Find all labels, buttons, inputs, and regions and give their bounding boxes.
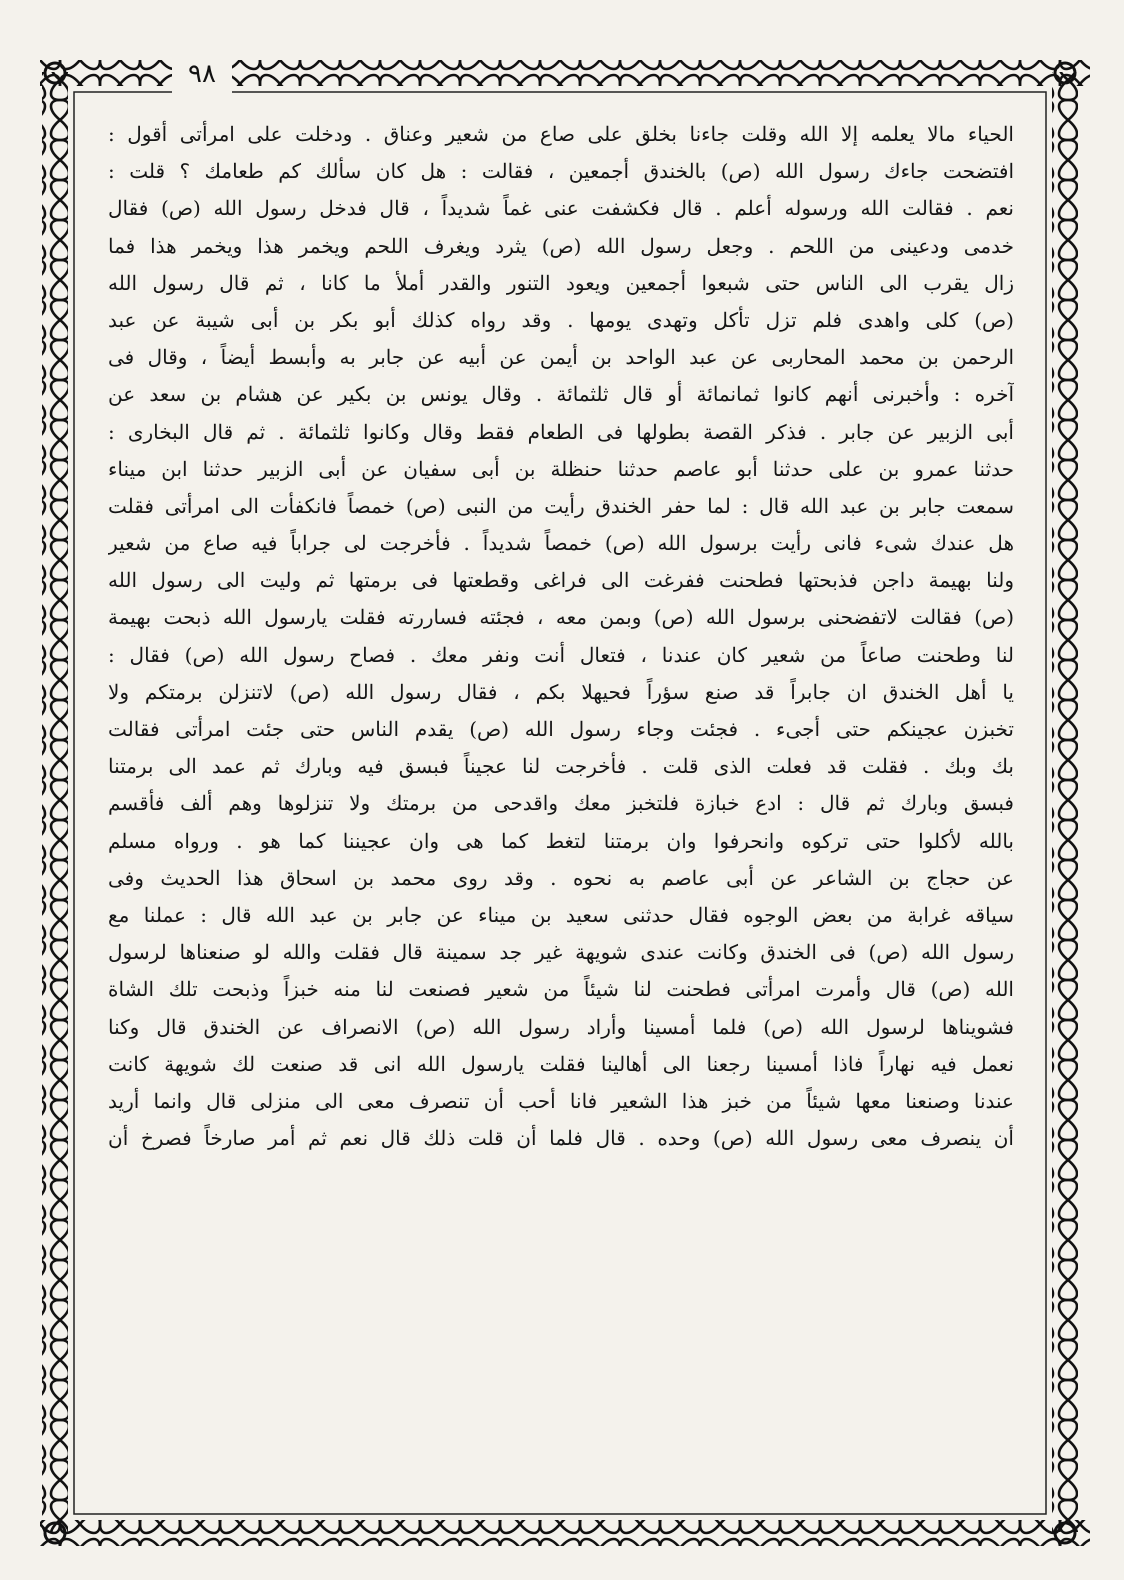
text-line: تخبزن عجينكم حتى أجىء . فجئت وجاء رسول الله (ص) يقدم الناس حتى جئت امرأتى فقالت [108, 717, 1014, 741]
text-line: (ص) كلى واهدى فلم تزل تأكل وتهدى يومها . وقد رواه كذلك أبو بكر بن أبى شيبة عن عبد [108, 307, 1014, 332]
text-line: سياقه غرابة من بعض الوجوه فقال حدثنى سعيد بن ميناء عن جابر بن عبد الله قال : عملنا مع [108, 902, 1014, 927]
text-line: هل عندك شىء فانى رأيت برسول الله (ص) خمصاً شديداً . فأخرجت لى جراباً فيه صاع من شعير [108, 531, 1014, 556]
text-line: رسول الله (ص) فى الخندق وكانت عندى شويهة غير جد سمينة قال فقلت والله لو صنعناها لرسول [108, 940, 1014, 965]
text-line: افتضحت جاءك رسول الله (ص) بالخندق أجمعين ، فقالت : هل كان سألك كم طعامك ؟ قلت : [108, 159, 1014, 184]
text-line: فشويناها لرسول الله (ص) فلما أمسينا وأراد رسول الله (ص) الانصراف عن الخندق قال وكنا [108, 1014, 1014, 1039]
text-line: أن ينصرف معى رسول الله (ص) وحده . قال فلما أن قلت ذلك قال نعم ثم أمر صارخاً فصرخ أن [108, 1126, 1014, 1151]
page-number: ٩٨ [172, 54, 232, 94]
text-line: حدثنا عمرو بن على حدثنا أبو عاصم حدثنا حنظلة بن أبى سفيان عن أبى الزبير حدثنا ابن ميناء [108, 456, 1014, 481]
text-line: بالله لأكلوا حتى تركوه وانحرفوا وان برمتنا لتغط كما هى وان عجيننا كما هو . ورواه مسلم [108, 828, 1014, 853]
text-line: فبسق وبارك ثم قال : ادع خبازة فلتخبز معك واقدحى من برمتك ولا تنزلوها وهم ألف فأقسم [108, 791, 1014, 816]
text-line: الحياء مالا يعلمه إلا الله وقلت جاءنا بخلق على صاع من شعير وعناق . ودخلت على امرأتى أقول : [108, 122, 1014, 146]
text-line: أبى الزبير عن جابر . فذكر القصة بطولها فى الطعام فقط وقال وكانوا ثلثمائة . ثم قال البخارى : [108, 419, 1014, 444]
text-line: الرحمن بن محمد المحاربى عن عبد الواحد بن أيمن عن أبيه عن جابر به وأبسط أيضاً ، وقال فى [108, 345, 1014, 370]
body-text [108, 116, 1014, 1511]
text-line: (ص) فقالت لاتفضحنى برسول الله (ص) وبمن معه ، فجئته فساررته فقلت يارسول الله ذبحت بهيمة [108, 605, 1014, 630]
text-line: آخره : وأخبرنى أنهم كانوا ثمانمائة أو قال ثلثمائة . وقال يونس بن بكير عن هشام بن سعد عن [108, 382, 1014, 407]
text-line: نعمل فيه نهاراً فاذا أمسينا رجعنا الى أهالينا فقلت يارسول الله انى قد صنعت لك شويهة كانت [108, 1051, 1014, 1076]
text-line: عن حجاج بن الشاعر عن أبى عاصم به نحوه . وقد روى محمد بن اسحاق هذا الحديث وفى [108, 865, 1014, 890]
text-line: الله (ص) قال وأمرت امرأتى فطحنت لنا شيئاً من شعير فصنعت لنا منه خبزاً وذبحت تلك الشاة [108, 977, 1014, 1002]
text-line: زال يقرب الى الناس حتى شبعوا أجمعين ويعود التنور والقدر أملأ ما كانا ، ثم قال رسول الله [108, 270, 1014, 295]
text-line: لنا وطحنت صاعاً من شعير كان عندنا ، فتعال أنت ونفر معك . فصاح رسول الله (ص) فقال : [108, 642, 1014, 667]
text-line: خدمى ودعينى من اللحم . وجعل رسول الله (ص) يثرد ويغرف اللحم ويخمر هذا ويخمر هذا فما [108, 233, 1014, 258]
text-line: عندنا وصنعنا معها شيئاً من خبز هذا الشعير فانا أحب أن تنصرف معى الى منزلى قال وانما أريد [108, 1088, 1014, 1113]
text-line: يا أهل الخندق ان جابراً قد صنع سؤراً فحيهلا بكم ، فقال رسول الله (ص) لاتنزلن برمتكم ولا [108, 679, 1014, 704]
text-line: ولنا بهيمة داجن فذبحتها فطحنت ففرغت الى فراغى وقطعتها فى برمتها ثم وليت الى رسول الله [108, 568, 1014, 593]
text-line: بك وبك . فقلت قد فعلت الذى قلت . فأخرجت لنا عجيناً فبسق فيه وبارك ثم عمد الى برمتنا [108, 754, 1014, 779]
text-line: نعم . فقالت الله ورسوله أعلم . قال فكشفت عنى غماً شديداً ، قال فدخل رسول الله (ص) فقال [108, 196, 1014, 221]
text-line: سمعت جابر بن عبد الله قال : لما حفر الخندق رأيت من النبى (ص) خمصاً فانكفأت الى امرأتى فقلت [108, 493, 1014, 518]
